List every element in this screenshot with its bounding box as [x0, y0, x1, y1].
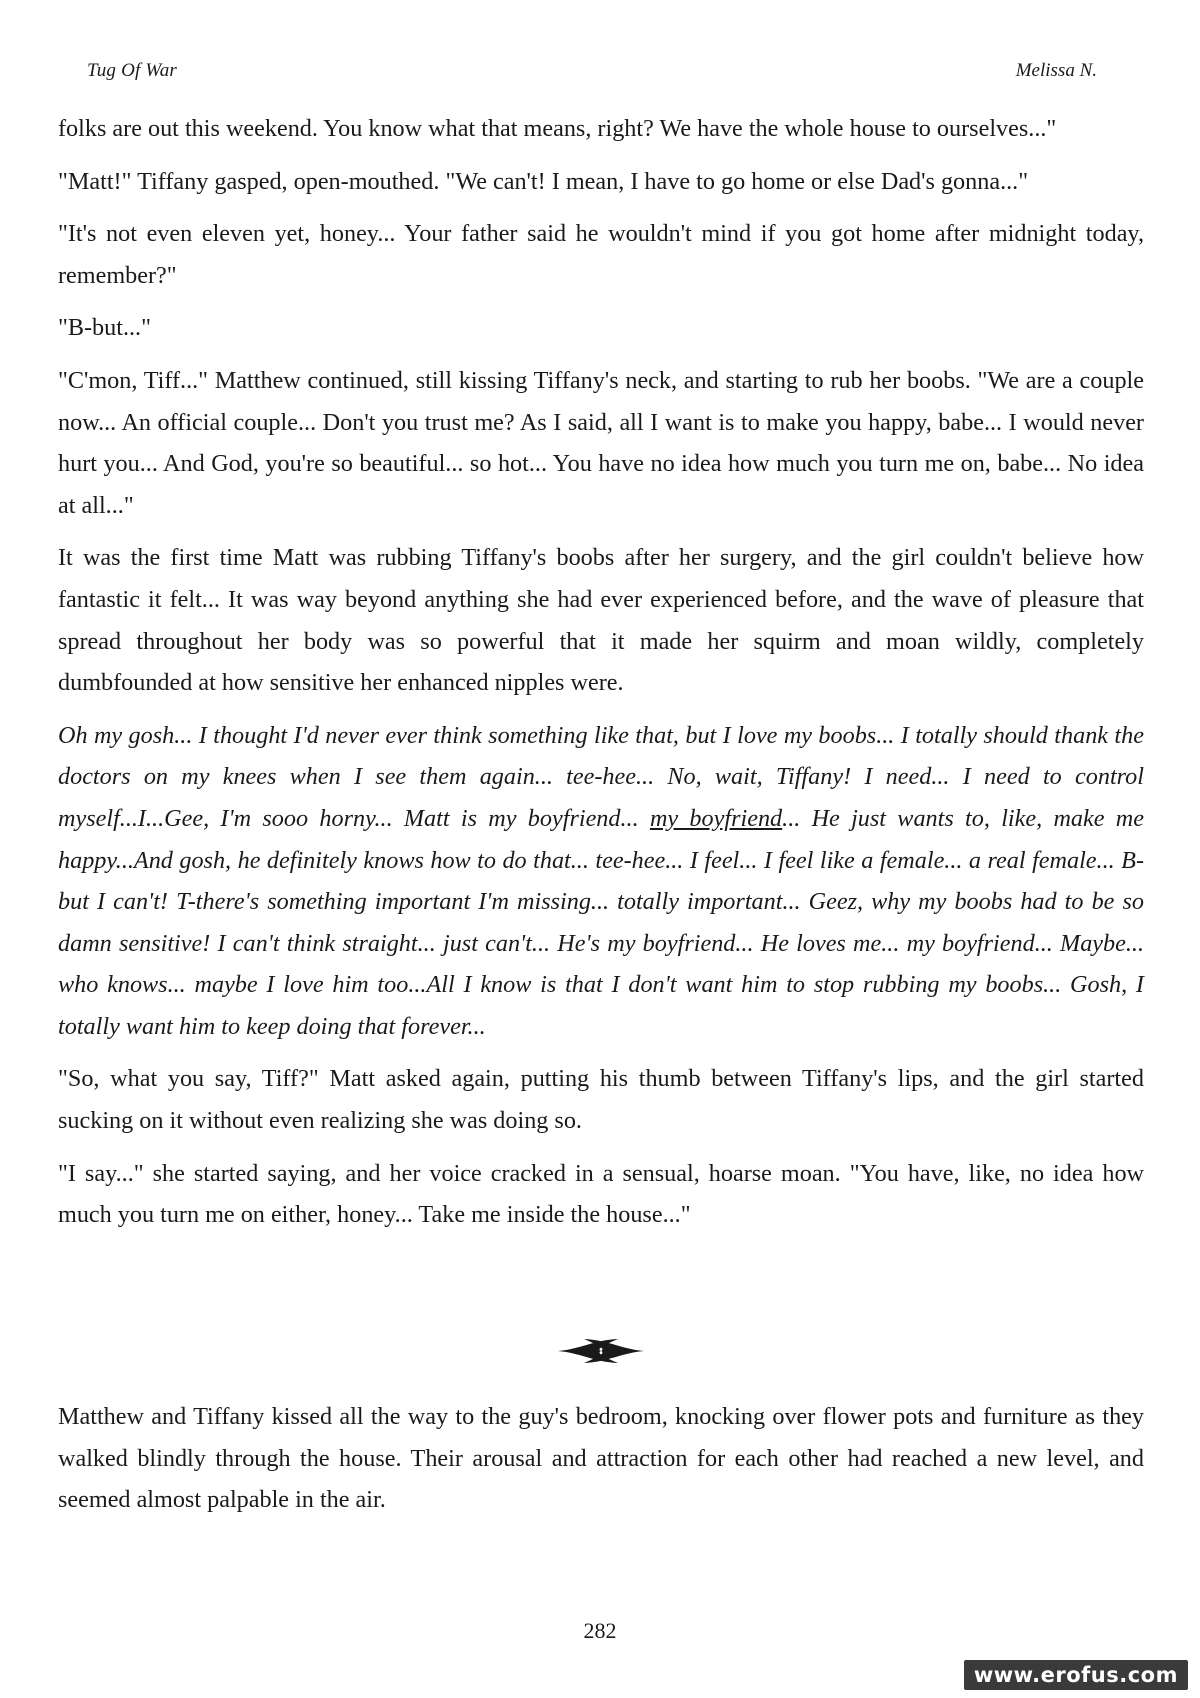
- paragraph: Matthew and Tiffany kissed all the way to the guy's bedroom, knocking over flower pots and furniture as they walked blindly through the house. Their arousal and attraction for each other had reached a new level, and seemed almost palpable in the air.: [58, 1403, 1144, 1514]
- paragraph: "B-but...": [58, 314, 151, 342]
- paragraph: "C'mon, Tiff..." Matthew continued, still kissing Tiffany's neck, and starting to rub her boobs. "We are a couple now... An official couple... Don't you trust me? As I said, all I want is to make you happy, babe... I would never hurt you... And God, you're so beautiful... so hot... You have no idea how much you turn me on, babe... No idea at all...": [58, 366, 1144, 519]
- main-text-block: [58, 108, 1144, 1247]
- section-two-text: [58, 1396, 1144, 1521]
- page-number: 282: [583, 1618, 617, 1643]
- paragraph: folks are out this weekend. You know what that means, right? We have the whole house to ourselves...": [58, 115, 1057, 142]
- monologue-text: ... He just wants to, like, make me happy...And gosh, he definitely knows how to do that... tee-hee... I feel... I feel like a female... a real female... B-but I can't! T-there's something important I'm missing... totally important... Geez, why my boobs had to be so damn sensitive! I can't think straight... just can't... He's my boyfriend... He loves me... my boyfriend... Maybe... who knows... maybe I love him too...All I know is that I don't want him to stop rubbing my boobs... Gosh, I totally want him to keep doing that forever...: [58, 804, 1144, 1040]
- paragraph: "So, what you say, Tiff?" Matt asked again, putting his thumb between Tiffany's lips, and the girl started sucking on it without even realizing she was doing so.: [58, 1065, 1144, 1135]
- monologue-text: Oh my gosh... I thought I'd never ever think something like that, but I love my boobs... I totally should thank the doctors on my knees when I see them again... tee-hee... No, wait, Tiffany! I need... I need to control myself...I...Gee, I'm sooo horny... Matt is my boyfriend...: [58, 721, 1144, 832]
- header-author: Melissa N.: [1015, 60, 1097, 81]
- header-book-title: Tug Of War: [87, 60, 177, 81]
- paragraph: It was the first time Matt was rubbing Tiffany's boobs after her surgery, and the girl couldn't believe how fantastic it felt... It was way beyond anything she had ever experienced before, and the wave of pleasure that spread throughout her body was so powerful that it made her squirm and moan wildly, completely dumbfounded at how sensitive her enhanced nipples were.: [58, 544, 1144, 697]
- paragraph: "Matt!" Tiffany gasped, open-mouthed. "We can't! I mean, I have to go home or else Dad's gonna...": [58, 167, 1029, 195]
- underlined-phrase: my boyfriend: [649, 804, 783, 832]
- inner-monologue-paragraph: [58, 715, 1144, 1048]
- paragraph: "It's not even eleven yet, honey... Your father said he wouldn't mind if you got home after midnight today, remember?": [58, 220, 1144, 289]
- watermark-logo: www.erofus.com: [964, 1660, 1188, 1690]
- paragraph: "I say..." she started saying, and her voice cracked in a sensual, hoarse moan. "You have, like, no idea how much you turn me on either, honey... Take me inside the house...": [58, 1159, 1144, 1229]
- section-break-ornament-icon: [556, 1337, 646, 1365]
